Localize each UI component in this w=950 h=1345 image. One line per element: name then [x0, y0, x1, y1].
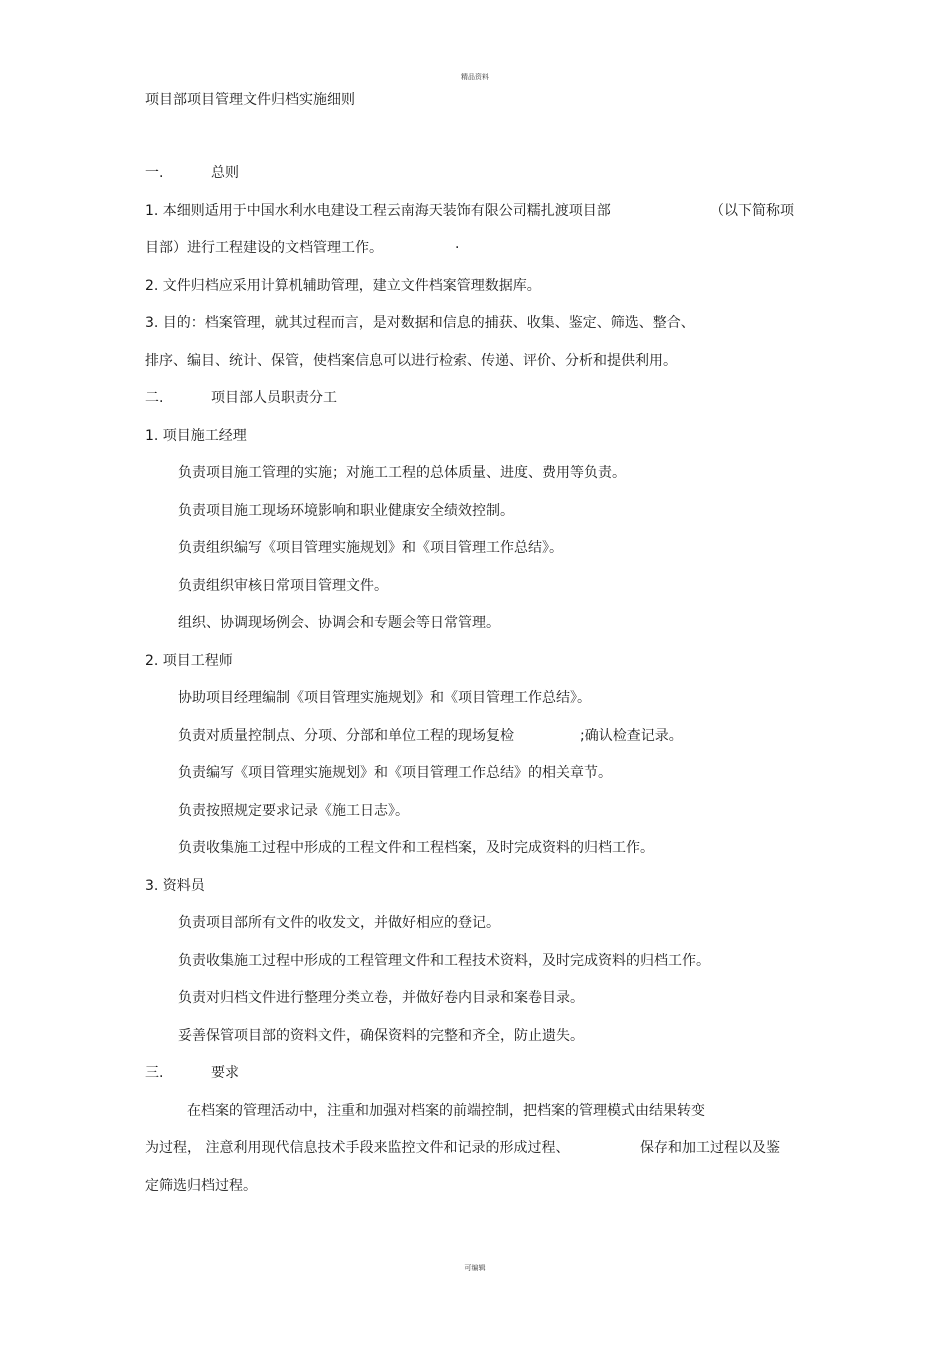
section-3-para-line-2: 为过程， 注意利用现代信息技术手段来监控文件和记录的形成过程、	[145, 1140, 570, 1156]
section-1-para-3-line-2: 排序、编目、统计、保管，使档案信息可以进行检索、传递、评价、分析和提供利用。	[145, 353, 677, 369]
page-footer: 可编辑	[464, 1264, 486, 1272]
role-2-duty: 负责按照规定要求记录《施工日志》。	[178, 803, 409, 819]
document-title: 项目部项目管理文件归档实施细则	[145, 92, 355, 108]
role-1-duty: 负责组织审核日常项目管理文件。	[178, 578, 388, 594]
role-3-duty: 负责收集施工过程中形成的工程管理文件和工程技术资料，及时完成资料的归档工作。	[178, 953, 710, 969]
role-2-duty: 负责对质量控制点、分项、分部和单位工程的现场复检	[178, 728, 514, 744]
role-2-duty: 协助项目经理编制《项目管理实施规划》和《项目管理工作总结》。	[178, 690, 591, 706]
role-3-duty: 负责项目部所有文件的收发文，并做好相应的登记。	[178, 915, 500, 931]
role-2-duty-tail: ;确认检查记录。	[580, 728, 683, 744]
role-1-duty: 组织、协调现场例会、协调会和专题会等日常管理。	[178, 615, 500, 631]
section-1-para-2: 2. 文件归档应采用计算机辅助管理，建立文件档案管理数据库。	[145, 278, 541, 294]
section-3-number: 三.	[145, 1065, 164, 1081]
section-1-para-1-line-1: 1. 本细则适用于中国水利水电建设工程云南海天装饰有限公司糯扎渡项目部	[145, 203, 611, 219]
section-3-para-line-2-tail: 保存和加工过程以及鉴	[640, 1140, 780, 1156]
role-3-title: 3. 资料员	[145, 878, 205, 894]
section-1-number: 一.	[145, 165, 164, 181]
section-3-para-line-3: 定筛选归档过程。	[145, 1178, 257, 1194]
section-1-stray-dot: ·	[455, 240, 460, 256]
section-1-heading: 总则	[211, 165, 239, 181]
section-2-number: 二.	[145, 390, 164, 406]
role-1-duty: 负责组织编写《项目管理实施规划》和《项目管理工作总结》。	[178, 540, 563, 556]
role-2-duty: 负责收集施工过程中形成的工程文件和工程档案，及时完成资料的归档工作。	[178, 840, 654, 856]
section-1-para-3-line-1: 3. 目的：档案管理，就其过程而言，是对数据和信息的捕获、收集、鉴定、筛选、整合、	[145, 315, 695, 331]
role-2-duty: 负责编写《项目管理实施规划》和《项目管理工作总结》的相关章节。	[178, 765, 612, 781]
role-1-duty: 负责项目施工管理的实施；对施工工程的总体质量、进度、费用等负责。	[178, 465, 626, 481]
role-2-title: 2. 项目工程师	[145, 653, 233, 669]
role-3-duty: 负责对归档文件进行整理分类立卷，并做好卷内目录和案卷目录。	[178, 990, 584, 1006]
role-3-duty: 妥善保管项目部的资料文件，确保资料的完整和齐全，防止遗失。	[178, 1028, 584, 1044]
role-1-title: 1. 项目施工经理	[145, 428, 247, 444]
section-1-para-1-line-1-tail: （以下简称项	[710, 203, 794, 219]
role-1-duty: 负责项目施工现场环境影响和职业健康安全绩效控制。	[178, 503, 514, 519]
section-2-heading: 项目部人员职责分工	[211, 390, 337, 406]
section-3-para-line-1: 在档案的管理活动中，注重和加强对档案的前端控制，把档案的管理模式由结果转变	[187, 1103, 705, 1119]
page-header: 精品资料	[461, 73, 489, 81]
section-3-heading: 要求	[211, 1065, 239, 1081]
section-1-para-1-line-2: 目部）进行工程建设的文档管理工作。	[145, 240, 383, 256]
